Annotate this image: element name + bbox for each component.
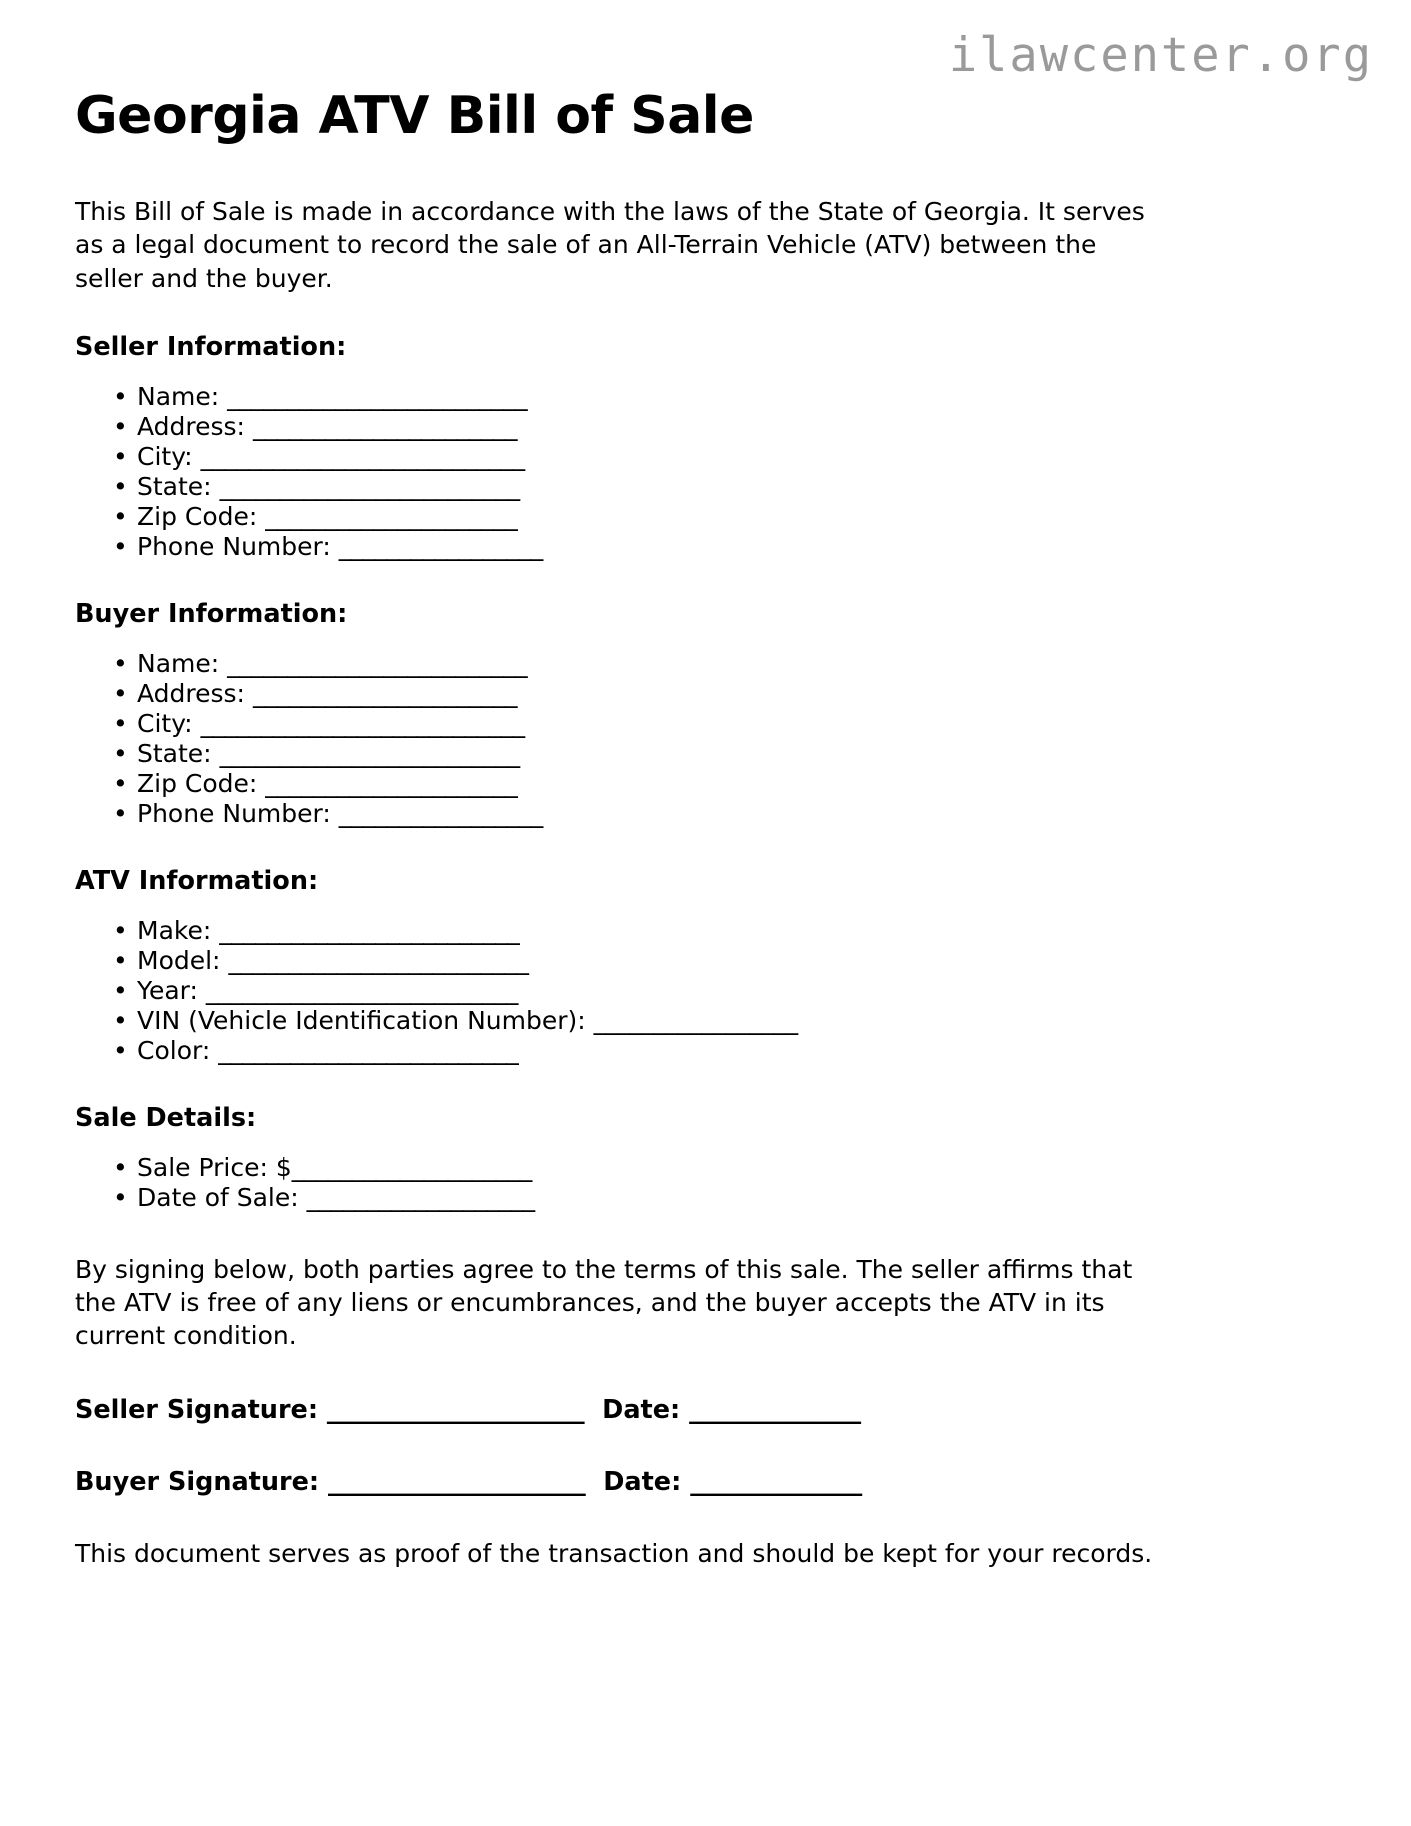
field-blank-line[interactable]: ___________________________ (200, 441, 525, 471)
field-label: Color: (137, 1035, 211, 1065)
intro-paragraph: This Bill of Sale is made in accordance with the laws of the State of Georgia. It serves as a legal document to record the sale of an All-Terrain Vehicle (ATV) between the seller and the buyer. (75, 197, 1145, 293)
section-heading: Buyer Information: (75, 598, 348, 629)
signature-row (75, 1467, 1336, 1497)
field-blank-line[interactable]: ____________________ (291, 1152, 532, 1182)
field-list (75, 629, 1336, 829)
field-blank-line[interactable]: __________________________ (205, 975, 518, 1005)
field-blank-line[interactable]: _____________________ (265, 501, 518, 531)
closing-paragraph: By signing below, both parties agree to the terms of this sale. The seller affirms that the ATV is free of any liens or encumbrances, and the buyer accepts the ATV in its current condition. (75, 1254, 1133, 1351)
field-label: Name: (137, 648, 220, 678)
signature-row (75, 1395, 1336, 1425)
field-blank-line[interactable]: _________________________ (227, 381, 528, 411)
field-blank-line[interactable]: _________________________ (219, 915, 520, 945)
field-blank-line[interactable]: _________________ (338, 531, 543, 561)
field-label: Zip Code: (137, 501, 258, 531)
field-label: Name: (137, 381, 220, 411)
field-label: Address: (137, 678, 245, 708)
field-label: Address: (137, 411, 245, 441)
form-field-row (75, 1153, 1336, 1183)
form-field-row (75, 976, 1336, 1006)
field-label: Make: (137, 915, 212, 945)
form-field-row (75, 709, 1336, 739)
field-label: Sale Price: $ (137, 1152, 292, 1182)
form-field-row (75, 412, 1336, 442)
field-list (75, 896, 1336, 1066)
field-label: State: (137, 471, 212, 501)
signature-label: Buyer Signature: (75, 1466, 320, 1497)
footer-note: This document serves as proof of the transaction and should be kept for your records. (75, 1538, 1153, 1568)
signature-date-label: Date: (603, 1466, 682, 1497)
signature-blank-line[interactable]: _____________________ (327, 1466, 586, 1497)
field-label: State: (137, 738, 212, 768)
form-field-row (75, 1006, 1336, 1036)
section-heading: Seller Information: (75, 331, 347, 362)
form-field-row (75, 916, 1336, 946)
form-field-row (75, 472, 1336, 502)
field-label: Phone Number: (137, 531, 331, 561)
field-blank-line[interactable]: _________________________ (219, 738, 520, 768)
form-field-row (75, 1036, 1336, 1066)
field-blank-line[interactable]: _________________ (593, 1005, 798, 1035)
field-blank-line[interactable]: _________________________ (227, 648, 528, 678)
field-blank-line[interactable]: _________________________ (228, 945, 529, 975)
field-label: Model: (137, 945, 221, 975)
form-field-row (75, 739, 1336, 769)
form-field-row (75, 799, 1336, 829)
field-label: City: (137, 441, 193, 471)
site-watermark: ilawcenter.org (948, 28, 1373, 83)
signature-date-label: Date: (602, 1394, 681, 1425)
form-field-row (75, 502, 1336, 532)
form-field-row (75, 946, 1336, 976)
form-sections (75, 295, 1336, 1213)
field-label: Year: (137, 975, 198, 1005)
signature-date-blank-line[interactable]: ______________ (689, 1394, 861, 1425)
form-field-row (75, 1183, 1336, 1213)
field-blank-line[interactable]: _________________________ (218, 1035, 519, 1065)
field-list (75, 1133, 1336, 1213)
signature-date-blank-line[interactable]: ______________ (690, 1466, 862, 1497)
field-list (75, 362, 1336, 562)
section-heading: ATV Information: (75, 865, 319, 896)
field-blank-line[interactable]: ___________________________ (200, 708, 525, 738)
page-title: Georgia ATV Bill of Sale (75, 86, 754, 146)
form-field-row (75, 679, 1336, 709)
signature-block (75, 1395, 1336, 1497)
section-heading: Sale Details: (75, 1102, 257, 1133)
form-field-row (75, 649, 1336, 679)
field-blank-line[interactable]: ______________________ (252, 678, 517, 708)
form-field-row (75, 442, 1336, 472)
field-label: VIN (Vehicle Identification Number): (137, 1005, 586, 1035)
signature-label: Seller Signature: (75, 1394, 319, 1425)
field-blank-line[interactable]: ______________________ (252, 411, 517, 441)
field-blank-line[interactable]: ___________________ (306, 1182, 535, 1212)
signature-blank-line[interactable]: _____________________ (326, 1394, 585, 1425)
field-label: Zip Code: (137, 768, 258, 798)
field-label: Phone Number: (137, 798, 331, 828)
form-field-row (75, 382, 1336, 412)
field-label: Date of Sale: (137, 1182, 299, 1212)
field-blank-line[interactable]: _________________ (338, 798, 543, 828)
field-label: City: (137, 708, 193, 738)
field-blank-line[interactable]: _________________________ (219, 471, 520, 501)
field-blank-line[interactable]: _____________________ (265, 768, 518, 798)
form-field-row (75, 769, 1336, 799)
form-field-row (75, 532, 1336, 562)
